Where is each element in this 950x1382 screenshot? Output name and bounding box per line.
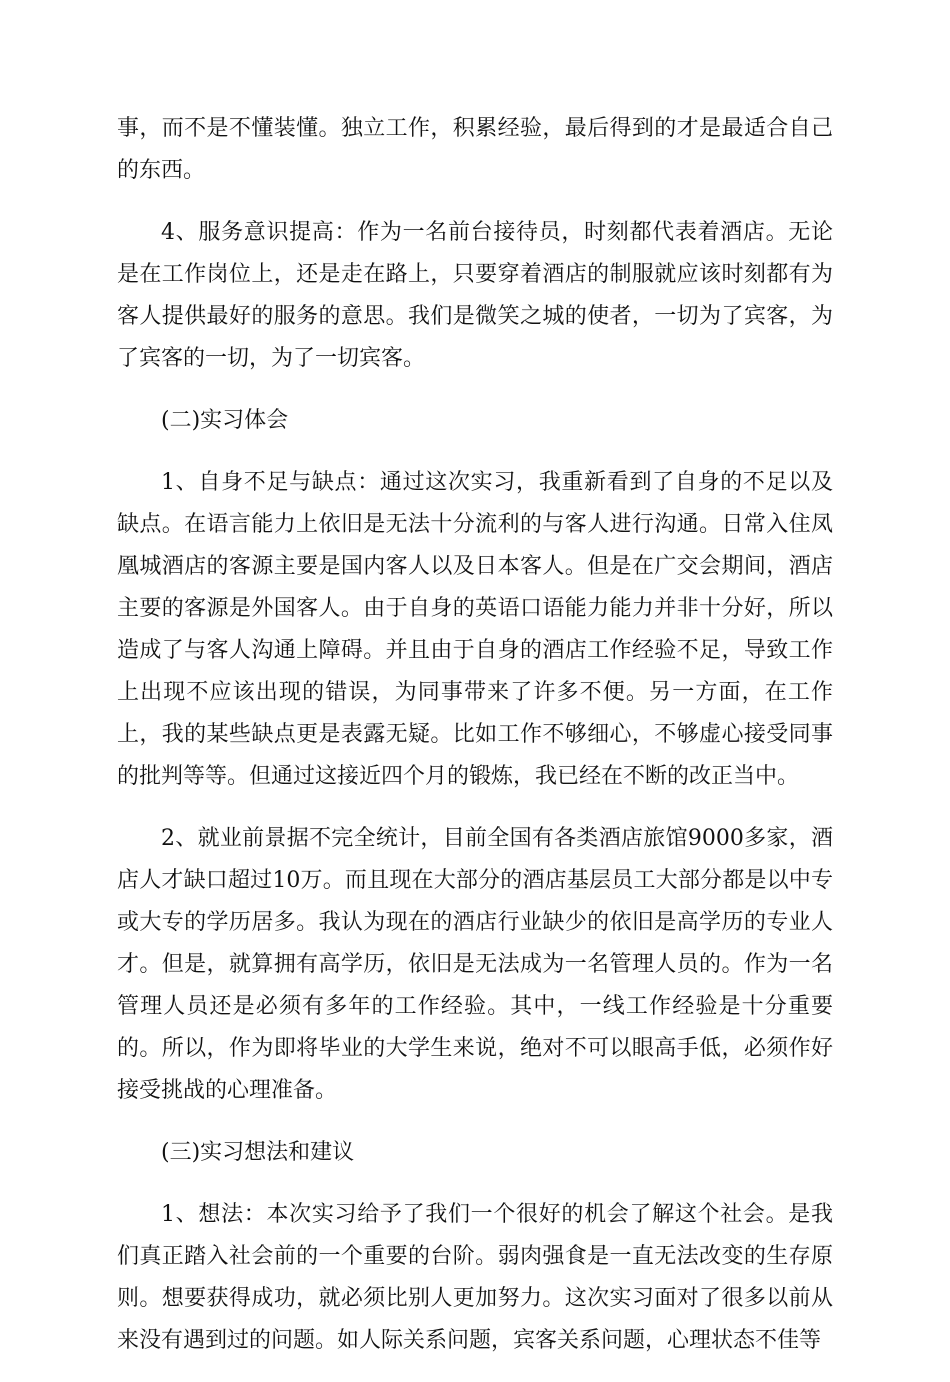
document-body bbox=[117, 108, 833, 1382]
paragraph-service-awareness: 4、服务意识提高：作为一名前台接待员，时刻都代表着酒店。无论是在工作岗位上，还是走在路上，只要穿着酒店的制服就应该时刻都有为客人提供最好的服务的意思。我们是微笑之城的使者，一切为了宾客，为了宾客的一切，为了一切宾客。 bbox=[117, 220, 833, 371]
paragraph-shortcomings: 1、自身不足与缺点：通过这次实习，我重新看到了自身的不足以及缺点。在语言能力上依旧是无法十分流利的与客人进行沟通。日常入住凤凰城酒店的客源主要是国内客人以及日本客人。但是在广交会期间，酒店主要的客源是外国客人。由于自身的英语口语能力能力并非十分好，所以造成了与客人沟通上障碍。并且由于自身的酒店工作经验不足，导致工作上出现不应该出现的错误，为同事带来了许多不便。另一方面，在工作上，我的某些缺点更是表露无疑。比如工作不够细心，不够虚心接受同事的批判等等。但通过这接近四个月的锻炼，我已经在不断的改正当中。 bbox=[117, 470, 833, 789]
section-heading-internship-experience: (二)实习体会 bbox=[161, 408, 289, 433]
section-heading-thoughts-suggestions: (三)实习想法和建议 bbox=[161, 1140, 355, 1165]
paragraph-continuation: 事，而不是不懂装懂。独立工作，积累经验，最后得到的才是最适合自己的东西。 bbox=[117, 116, 833, 183]
paragraph-employment-prospects: 2、就业前景据不完全统计，目前全国有各类酒店旅馆9000多家，酒店人才缺口超过10万。而且现在大部分的酒店基层员工大部分都是以中专或大专的学历居多。我认为现在的酒店行业缺少的依旧是高学历的专业人才。但是，就算拥有高学历，依旧是无法成为一名管理人员的。作为一名管理人员还是必须有多年的工作经验。其中，一线工作经验是十分重要的。所以，作为即将毕业的大学生来说，绝对不可以眼高手低，必须作好接受挑战的心理准备。 bbox=[117, 826, 833, 1103]
paragraph-thoughts: 1、想法：本次实习给予了我们一个很好的机会了解这个社会。是我们真正踏入社会前的一个重要的台阶。弱肉强食是一直无法改变的生存原则。想要获得成功，就必须比别人更加努力。这次实习面对了很多以前从来没有遇到过的问题。如人际关系问题，宾客关系问题，心理状态不佳等 bbox=[117, 1202, 833, 1353]
